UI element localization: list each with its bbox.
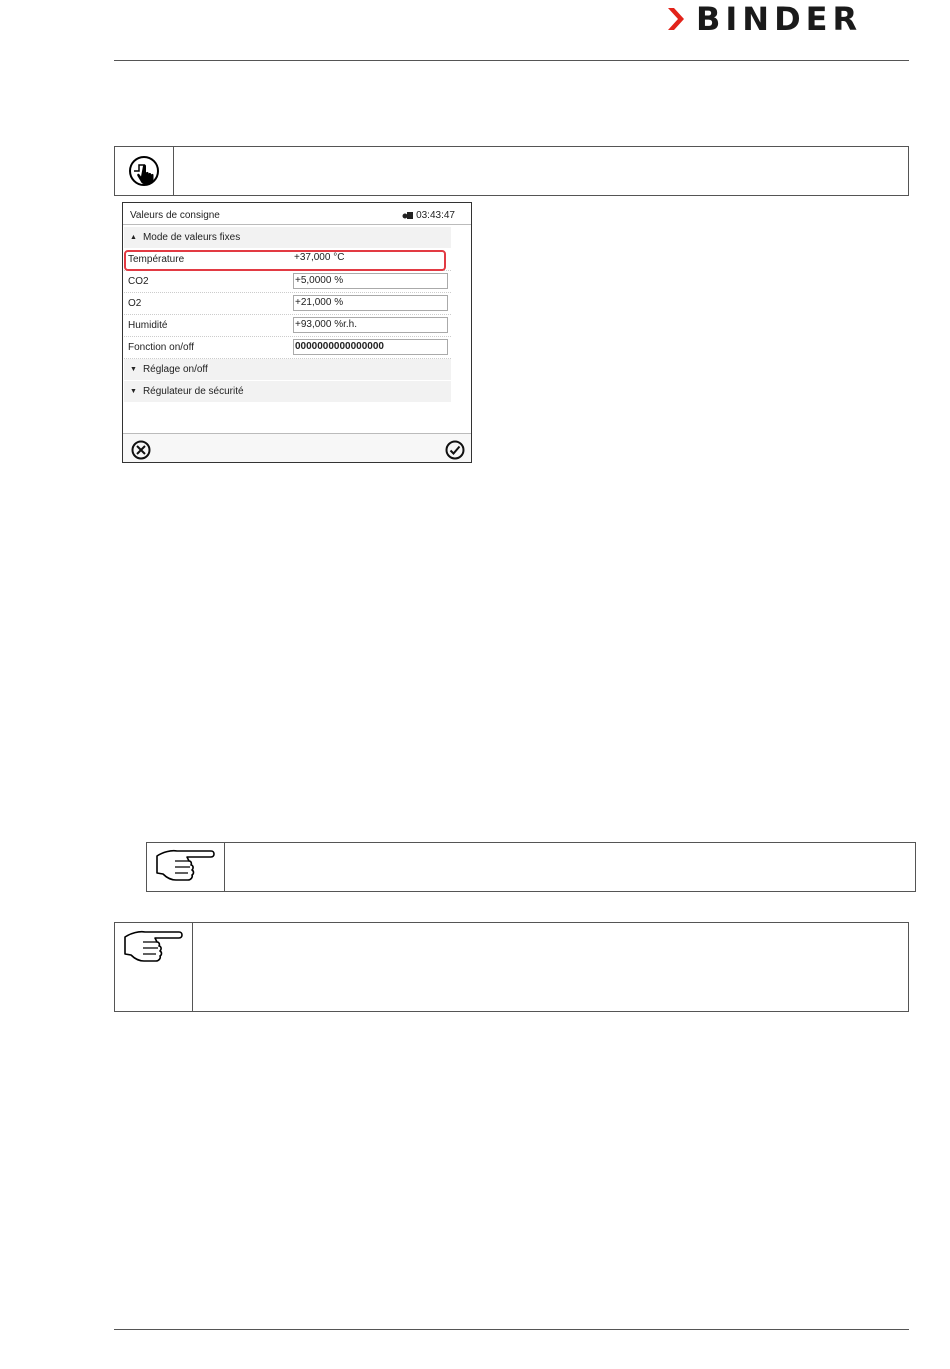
- row-label: Fonction on/off: [128, 342, 194, 353]
- section-fixed-mode-label: Mode de valeurs fixes: [142, 232, 241, 243]
- binder-arrow-icon: [666, 6, 690, 32]
- row-value-field[interactable]: +37,000 °C: [294, 252, 345, 263]
- instruction-box: [114, 146, 909, 196]
- row-label: Température: [128, 254, 185, 265]
- section-safety-label: Régulateur de sécurité: [142, 386, 244, 397]
- note-icon-cell: [115, 923, 193, 1011]
- pointing-hand-icon: [153, 846, 219, 888]
- screen-clock: [402, 210, 455, 221]
- key-icon: [402, 211, 413, 220]
- screen-footer: [123, 434, 471, 462]
- footer-rule: [114, 1329, 909, 1330]
- row-value-field[interactable]: 0000000000000000: [293, 339, 448, 355]
- note-box: [146, 842, 916, 892]
- section-safety-controller[interactable]: [124, 381, 451, 402]
- screen-title: Valeurs de consigne: [130, 210, 220, 221]
- binder-logo: [666, 0, 863, 38]
- row-value-field[interactable]: +93,000 %r.h.: [293, 317, 448, 333]
- pointing-hand-icon: [121, 927, 187, 969]
- setpoint-row-o2[interactable]: [124, 293, 451, 315]
- section-fixed-mode[interactable]: [124, 227, 451, 248]
- section-onoff-setting[interactable]: [124, 359, 451, 380]
- cancel-icon[interactable]: [131, 440, 151, 460]
- setpoint-row-co2[interactable]: [124, 271, 451, 293]
- selection-highlight: [124, 250, 446, 271]
- caret-down-icon: ▼: [130, 366, 137, 373]
- clock-time: 03:43:47: [416, 210, 455, 221]
- row-value-field[interactable]: +21,000 %: [293, 295, 448, 311]
- screen-header-divider: [123, 224, 471, 225]
- controller-screen: [122, 202, 472, 463]
- brand-name: BINDER: [696, 0, 863, 38]
- row-label: Humidité: [128, 320, 168, 331]
- section-onoff-label: Réglage on/off: [142, 364, 208, 375]
- setpoint-row-humidity[interactable]: [124, 315, 451, 337]
- caret-up-icon: ▲: [130, 234, 137, 241]
- row-label: O2: [128, 298, 142, 309]
- note-icon-cell: [147, 843, 225, 891]
- note-box: [114, 922, 909, 1012]
- header-rule: [114, 60, 909, 61]
- row-label: CO2: [128, 276, 149, 287]
- instruction-icon-cell: [115, 147, 174, 195]
- caret-down-icon: ▼: [130, 388, 137, 395]
- confirm-icon[interactable]: [445, 440, 465, 460]
- touch-icon: [127, 154, 161, 188]
- row-value-field[interactable]: +5,0000 %: [293, 273, 448, 289]
- setpoint-row-onoff[interactable]: [124, 337, 451, 359]
